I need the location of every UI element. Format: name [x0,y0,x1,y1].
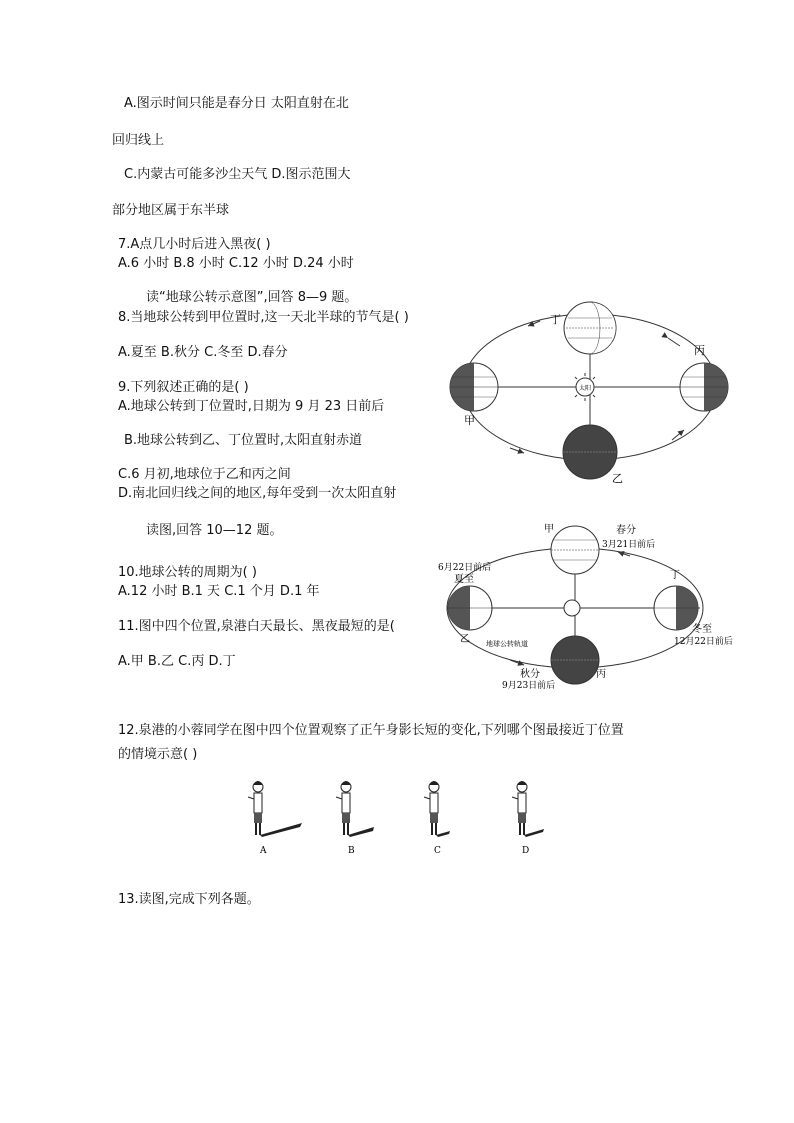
question-10: 10.地球公转的周期为( ) [118,565,257,580]
earth-jia-2 [551,526,599,574]
label-qiufen: 秋分 [520,669,540,680]
sun-label: 太阳 [579,385,592,392]
label-qiufen-date: 9月23日前后 [502,681,556,691]
question-7-options: A.6 小时 B.8 小时 C.12 小时 D.24 小时 [118,256,354,271]
figure-b [336,781,374,837]
question-12: 12.泉港的小蓉同学在图中四个位置观察了正午身影长短的变化,下列哪个图最接近丁位置 [118,723,624,738]
question-11: 11.图中四个位置,泉港白天最长、黑夜最短的是( [118,619,395,634]
label-dongzhi-date: 12月22日前后 [674,637,733,647]
figure-label-c: C [434,846,441,856]
question-8-options: A.夏至 B.秋分 C.冬至 D.春分 [118,345,288,360]
figure-d [512,781,544,837]
option-line-a: A.图示时间只能是春分日 太阳直射在北 [124,96,349,111]
orbit-diagram-2 [430,520,750,695]
earth-yi [563,425,617,479]
label-orbit: 地球公转轨道 [486,640,528,648]
earth-yi-2 [448,586,492,630]
sun-icon [564,600,580,616]
question-8: 8.当地球公转到甲位置时,这一天北半球的节气是( ) [118,310,409,325]
label-ding-2: 丁 [670,570,680,581]
earth-jia [450,363,498,411]
label-yi-2: 乙 [460,634,470,645]
label-bing-2: 丙 [596,669,606,680]
intro-10-12: 读图,回答 10—12 题。 [146,523,283,538]
figure-a [248,781,302,837]
figure-c [424,781,450,837]
figure-label-b: B [348,846,355,856]
label-xiazhi-date: 6月22日前后 [438,563,492,573]
label-yi: 乙 [612,472,623,485]
option-line-a-cont: 回归线上 [112,133,165,148]
label-ding: 丁 [550,313,561,326]
earth-ding [564,302,616,354]
question-9-option-b: B.地球公转到乙、丁位置时,太阳直射赤道 [124,433,363,448]
figure-label-d: D [522,846,530,856]
question-10-options: A.12 小时 B.1 天 C.1 个月 D.1 年 [118,584,320,599]
option-line-c: C.内蒙古可能多沙尘天气 D.图示范围大 [124,167,351,182]
label-chunfen: 春分 [616,525,636,536]
question-9-option-c: C.6 月初,地球位于乙和丙之间 [118,467,291,482]
intro-8-9: 读“地球公转示意图”,回答 8—9 题。 [146,290,358,305]
label-jia: 甲 [464,414,475,427]
label-chunfen-date: 3月21日前后 [602,540,656,550]
orbit-diagram-1 [440,290,740,490]
question-12-cont: 的情境示意( ) [118,747,198,762]
question-7: 7.A点几小时后进入黑夜( ) [118,237,271,252]
earth-bing-2 [551,636,599,684]
shadow-figures [230,775,560,860]
label-xiazhi: 夏至 [454,574,474,585]
question-13: 13.读图,完成下列各题。 [118,892,260,907]
label-dongzhi: 冬至 [692,624,712,635]
label-jia-2: 甲 [544,524,554,535]
figure-label-a: A [260,846,267,856]
question-9-option-a: A.地球公转到丁位置时,日期为 9 月 23 日前后 [118,399,385,414]
question-11-options: A.甲 B.乙 C.丙 D.丁 [118,654,236,669]
option-line-c-cont: 部分地区属于东半球 [112,203,230,218]
label-bing: 丙 [694,344,705,357]
question-9: 9.下列叙述正确的是( ) [118,380,249,395]
question-9-option-d: D.南北回归线之间的地区,每年受到一次太阳直射 [118,486,397,501]
earth-bing [680,363,728,411]
